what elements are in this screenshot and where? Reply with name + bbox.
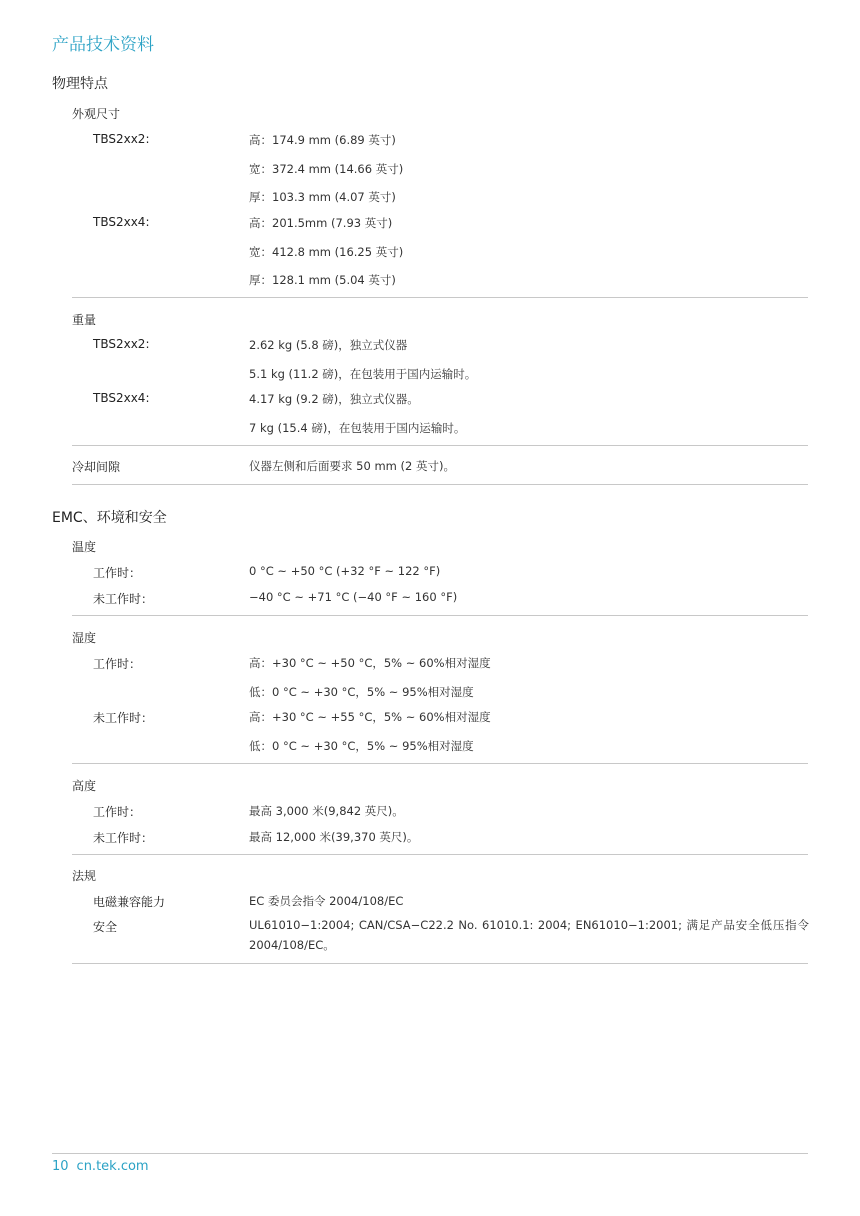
humidity-value: 高：+30 °C ~ +55 °C，5% ~ 60%相对湿度 <box>249 710 491 724</box>
regulatory-value: EC 委员会指令 2004/108/EC <box>249 894 404 908</box>
temperature-label-operating: 工作时： <box>93 566 142 580</box>
page-number: 10 <box>52 1159 69 1174</box>
humidity-label-nonoperating: 未工作时： <box>93 711 154 725</box>
temperature-value: −40 °C ~ +71 °C (−40 °F ~ 160 °F) <box>249 590 458 604</box>
dimensions-title: 外观尺寸 <box>72 107 121 121</box>
humidity-value: 低：0 °C ~ +30 °C，5% ~ 95%相对湿度 <box>249 685 474 699</box>
divider <box>72 763 808 764</box>
regulatory-value: UL61010−1:2004; CAN/CSA−C22.2 No. 61010.1: 2004; EN61010−1:2001; 满足产品安全低压指令 2004/108/EC。 <box>249 918 809 952</box>
divider <box>72 445 808 446</box>
divider <box>72 484 808 485</box>
dimensions-value: 高：174.9 mm (6.89 英寸) <box>249 133 396 147</box>
footer-url-link[interactable]: cn.tek.com <box>76 1159 149 1174</box>
humidity-title: 湿度 <box>72 631 97 645</box>
dimensions-value: 高：201.5mm (7.93 英寸) <box>249 216 393 230</box>
altitude-label-nonoperating: 未工作时： <box>93 831 154 845</box>
dimensions-label-tbs2xx4: TBS2xx4: <box>93 215 150 229</box>
regulatory-label-safety: 安全 <box>93 920 118 934</box>
dimensions-value: 宽：412.8 mm (16.25 英寸) <box>249 245 404 259</box>
altitude-title: 高度 <box>72 779 97 793</box>
weight-label-tbs2xx2: TBS2xx2: <box>93 337 150 351</box>
regulatory-label-emc: 电磁兼容能力 <box>93 895 166 909</box>
weight-value: 5.1 kg (11.2 磅)，在包装用于国内运输时。 <box>249 367 477 381</box>
cooling-value: 仪器左侧和后面要求 50 mm (2 英寸)。 <box>249 459 455 473</box>
footer-divider <box>52 1153 808 1154</box>
weight-value: 7 kg (15.4 磅)，在包装用于国内运输时。 <box>249 421 466 435</box>
section-title-physical: 物理特点 <box>52 76 108 92</box>
weight-value: 4.17 kg (9.2 磅)，独立式仪器。 <box>249 392 419 406</box>
altitude-value: 最高 12,000 米(39,370 英尺)。 <box>249 830 419 844</box>
temperature-value: 0 °C ~ +50 °C (+32 °F ~ 122 °F) <box>249 564 441 578</box>
dimensions-value: 厚：103.3 mm (4.07 英寸) <box>249 190 396 204</box>
cooling-title: 冷却间隙 <box>72 460 121 474</box>
weight-label-tbs2xx4: TBS2xx4: <box>93 391 150 405</box>
dimensions-value: 宽：372.4 mm (14.66 英寸) <box>249 162 404 176</box>
weight-value: 2.62 kg (5.8 磅)，独立式仪器 <box>249 338 408 352</box>
divider <box>72 854 808 855</box>
divider <box>72 297 808 298</box>
altitude-label-operating: 工作时： <box>93 805 142 819</box>
humidity-value: 高：+30 °C ~ +50 °C，5% ~ 60%相对湿度 <box>249 656 491 670</box>
divider <box>72 963 808 964</box>
section-title-emc: EMC、环境和安全 <box>52 510 167 526</box>
humidity-value: 低：0 °C ~ +30 °C，5% ~ 95%相对湿度 <box>249 739 474 753</box>
weight-title: 重量 <box>72 313 97 327</box>
dimensions-label-tbs2xx2: TBS2xx2: <box>93 132 150 146</box>
temperature-label-nonoperating: 未工作时： <box>93 592 154 606</box>
page-title: 产品技术资料 <box>52 35 154 55</box>
divider <box>72 615 808 616</box>
humidity-label-operating: 工作时： <box>93 657 142 671</box>
altitude-value: 最高 3,000 米(9,842 英尺)。 <box>249 804 404 818</box>
regulatory-title: 法规 <box>72 869 97 883</box>
dimensions-value: 厚：128.1 mm (5.04 英寸) <box>249 273 396 287</box>
temperature-title: 温度 <box>72 540 97 554</box>
footer <box>52 1159 157 1174</box>
